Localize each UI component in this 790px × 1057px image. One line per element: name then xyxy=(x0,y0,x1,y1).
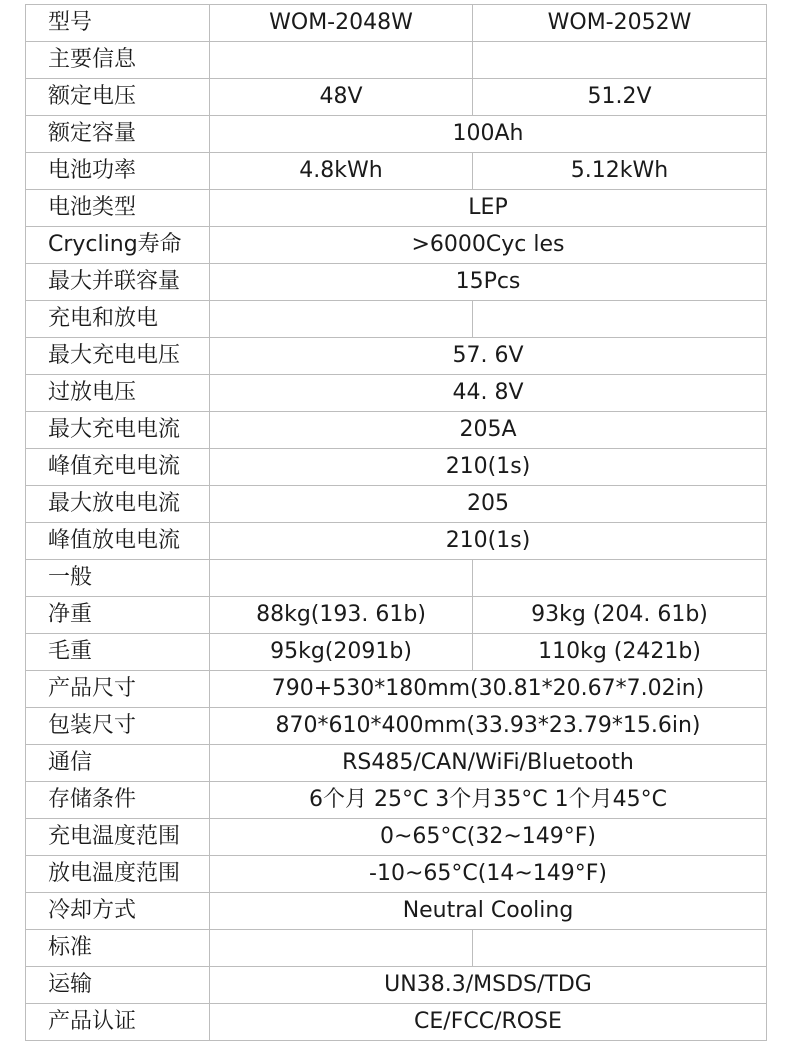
spec-row xyxy=(26,819,767,856)
section-row xyxy=(26,930,767,967)
spec-value-model-b: 5.12kWh xyxy=(473,153,767,190)
spec-row xyxy=(26,190,767,227)
spec-label: 放电温度范围 xyxy=(26,856,210,893)
spec-row xyxy=(26,597,767,634)
spec-row xyxy=(26,338,767,375)
section-label: 一般 xyxy=(26,560,210,597)
spec-label: 包装尺寸 xyxy=(26,708,210,745)
spec-row xyxy=(26,745,767,782)
spec-label: 产品认证 xyxy=(26,1004,210,1041)
spec-row xyxy=(26,227,767,264)
spec-value-model-b: 51.2V xyxy=(473,79,767,116)
spec-value: 57. 6V xyxy=(210,338,767,375)
spec-row xyxy=(26,449,767,486)
spec-value-model-b: 93kg (204. 61b) xyxy=(473,597,767,634)
spec-label: 最大并联容量 xyxy=(26,264,210,301)
spec-row xyxy=(26,1004,767,1041)
spec-label: 最大放电电流 xyxy=(26,486,210,523)
empty-cell xyxy=(473,301,767,338)
spec-row xyxy=(26,782,767,819)
spec-value: 870*610*400mm(33.93*23.79*15.6in) xyxy=(210,708,767,745)
spec-value: 44. 8V xyxy=(210,375,767,412)
spec-label: 电池功率 xyxy=(26,153,210,190)
spec-value: 205A xyxy=(210,412,767,449)
spec-row xyxy=(26,708,767,745)
spec-value: UN38.3/MSDS/TDG xyxy=(210,967,767,1004)
spec-value: 205 xyxy=(210,486,767,523)
spec-label: 通信 xyxy=(26,745,210,782)
section-label: 主要信息 xyxy=(26,42,210,79)
model-b-header: WOM-2052W xyxy=(473,5,767,42)
empty-cell xyxy=(210,42,473,79)
spec-row xyxy=(26,486,767,523)
spec-label: 电池类型 xyxy=(26,190,210,227)
spec-value-model-a: 4.8kWh xyxy=(210,153,473,190)
spec-row xyxy=(26,634,767,671)
section-row xyxy=(26,42,767,79)
spec-label: 毛重 xyxy=(26,634,210,671)
spec-value-model-a: 48V xyxy=(210,79,473,116)
spec-value: Neutral Cooling xyxy=(210,893,767,930)
spec-value: 790+530*180mm(30.81*20.67*7.02in) xyxy=(210,671,767,708)
spec-label: 存储条件 xyxy=(26,782,210,819)
model-a-header: WOM-2048W xyxy=(210,5,473,42)
spec-value: LEP xyxy=(210,190,767,227)
spec-label: 冷却方式 xyxy=(26,893,210,930)
spec-value-model-a: 95kg(2091b) xyxy=(210,634,473,671)
spec-value: 210(1s) xyxy=(210,449,767,486)
section-row xyxy=(26,560,767,597)
spec-row xyxy=(26,856,767,893)
spec-label: 额定容量 xyxy=(26,116,210,153)
spec-value: 210(1s) xyxy=(210,523,767,560)
header-row xyxy=(26,5,767,42)
spec-row xyxy=(26,671,767,708)
spec-value: 6个月 25°C 3个月35°C 1个月45°C xyxy=(210,782,767,819)
spec-table xyxy=(25,4,767,1041)
spec-row xyxy=(26,79,767,116)
spec-row xyxy=(26,116,767,153)
empty-cell xyxy=(210,301,473,338)
spec-label: 峰值放电电流 xyxy=(26,523,210,560)
spec-value: 15Pcs xyxy=(210,264,767,301)
section-label: 标准 xyxy=(26,930,210,967)
spec-label: 充电温度范围 xyxy=(26,819,210,856)
spec-row xyxy=(26,523,767,560)
spec-value: >6000Cyc les xyxy=(210,227,767,264)
spec-row xyxy=(26,264,767,301)
spec-value: RS485/CAN/WiFi/Bluetooth xyxy=(210,745,767,782)
spec-row xyxy=(26,967,767,1004)
spec-label: 运输 xyxy=(26,967,210,1004)
spec-label: 产品尺寸 xyxy=(26,671,210,708)
empty-cell xyxy=(210,930,473,967)
empty-cell xyxy=(473,930,767,967)
spec-label: 过放电压 xyxy=(26,375,210,412)
spec-value-model-a: 88kg(193. 61b) xyxy=(210,597,473,634)
spec-label: Crycling寿命 xyxy=(26,227,210,264)
spec-label: 最大充电电压 xyxy=(26,338,210,375)
spec-value: -10~65°C(14~149°F) xyxy=(210,856,767,893)
spec-label: 净重 xyxy=(26,597,210,634)
spec-row xyxy=(26,412,767,449)
section-label: 充电和放电 xyxy=(26,301,210,338)
spec-label: 最大充电电流 xyxy=(26,412,210,449)
empty-cell xyxy=(473,42,767,79)
header-label: 型号 xyxy=(26,5,210,42)
spec-label: 额定电压 xyxy=(26,79,210,116)
section-row xyxy=(26,301,767,338)
empty-cell xyxy=(473,560,767,597)
spec-value: 100Ah xyxy=(210,116,767,153)
spec-label: 峰值充电电流 xyxy=(26,449,210,486)
spec-row xyxy=(26,375,767,412)
spec-value-model-b: 110kg (2421b) xyxy=(473,634,767,671)
spec-value: CE/FCC/ROSE xyxy=(210,1004,767,1041)
spec-row xyxy=(26,893,767,930)
spec-value: 0~65°C(32~149°F) xyxy=(210,819,767,856)
spec-row xyxy=(26,153,767,190)
empty-cell xyxy=(210,560,473,597)
